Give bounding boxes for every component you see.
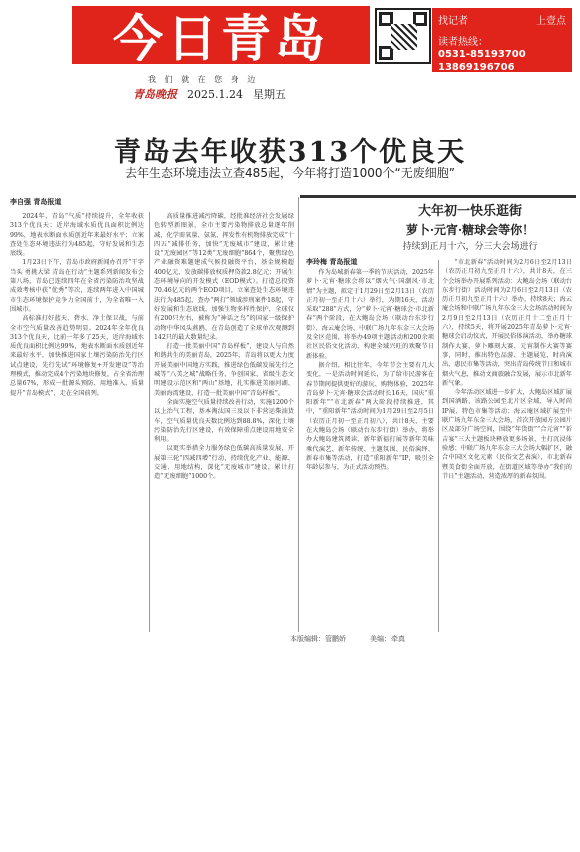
article1-headline: 青岛去年收获313个优良天 <box>113 137 467 168</box>
hotline-find-reporter: 找记者 <box>438 16 468 27</box>
masthead <box>0 0 580 110</box>
column-divider <box>438 260 439 632</box>
reader-hotline-box <box>432 8 572 72</box>
article2-paragraph: 作为岛城新春第一季的节庆活动，2025年萝卜·元宵·糖球会将以“烟火气·国潮风·市北情”为主题，拟定于1月29日至2月13日（农历正月初一至正月十六）举行，为期16天，活动采取“288”方式，分“萝卜·元宵·糖球会·市北新春”两个阶段，在大鲍岛会场（联动台东步行街）、海云庵会场、中联广场九年东金三大会场及全区范围，将举办49项主题活动和200余项社区民俗文化活动，构建全域兴旺的欢聚节日新体验。 <box>306 269 434 360</box>
article1-paragraph: 高标准打好蓝天、碧水、净土保卫战，与前全市空气质量改善趋势明显。2024年全年优良313个优良天，比前一年多了25天，近岸海域水质优良面积比例达99%，地表水断面水质创近年来最好水平，加快推进国家土壤污染防治先行区试点建设，先行先试“环境修复+开发建设”等治理模式，推动完成4个污染地块修复，占全省治理总量67%，形成一批源头预防、用地准入、质量提升“青岛模式”，走在全国前列。 <box>10 315 144 397</box>
article1-paragraph: 打造一批美丽中国“青岛样板”，建设人与自然和谐共生的美丽青岛，2025年，青岛将以更大力度开展美丽中国地方实践，推进绿色低碳发展先行之城等“八美之城”战略任务，争创国家、省级生态文明建设示范区和“两山”基地，扎实推进美丽河湖、美丽海湾建设，打造一批美丽中国“青岛样板”。 <box>154 343 294 397</box>
article2-column-1 <box>306 268 434 632</box>
article1-subhead: 去年生态环境违法立查485起，今年将打造1000个“无废细胞” <box>125 166 455 180</box>
masthead-slogan: 我 们 就 在 您 身 边 <box>148 75 259 84</box>
article1-byline: 李自强 青岛报道 <box>10 198 62 206</box>
article1-paragraph: 高质量推进减污降碳，经批准经济社会发展绿色转型新图景，全市主要污染物排放总量逐年削减，化学需氧量、氨氮、挥发性有机物排放完成“十四五”减排任务，加快“无废城市”建设，累计建设“无废园区”等12类“无废细胞”864个，聚焦绿色产业融资难题建成气候投融资平台，基金规模超400亿元，发放碳排放权质押贷款2.8亿元；开展生态环境导向的开发模式（EOD模式）。打造总投资70.46亿元的两个EOD项目，立案查处生态环境违法行为485起，查办“两打”领域涉刑案件18起，守好发展和生态底线，加强生物多样性保护，全球仅有200只左右，被称为“神话之鸟”的国家一级保护动物中华凤头燕鸥，在青岛创造了全球单次观测到142只的最大数量纪录。 <box>154 213 294 341</box>
article2-headline-1: 大年初一快乐逛街 <box>417 204 522 219</box>
article1-paragraph: 1月23日下午，青岛市政府新闻办召开“干字当头 勇挑大梁 青岛在行动”主题系列新闻发布会第八场，青岛已连续四年在全省污染防治攻坚战成效考核中获“优秀”等次，连续两年进入中国城市生态环境保护竞争力全国前十，为全省唯一入围城市。 <box>10 259 144 313</box>
qr-code-icon <box>375 8 431 64</box>
article2-paragraph: 今年活动区域进一步扩大，大鲍岛区域扩展到国酒路，该路公园至北片区全域，导入时尚IP展、特色市集等活动；海云庵区域扩展至中联广场九年东金三大会场，首次开放园方公园片区及部分广场空间，围绕“年货街”“合元宵”“祈吉宴”三大主题板块释放更多场景，主打沉浸体验感；中联广场九年东金三大会场大幅扩区，融合中国区文化元素（民俗文艺表演），市北新春暨美食街全面开放，在街道区域等举办“我们的节日”主题活动，营造浓厚的新春氛围。 <box>442 389 572 480</box>
hotline-label: 读者热线： <box>438 37 488 48</box>
article1-paragraph: 以更实举措全力服务绿色低碳高质量发展，开展第三轮“四减四增”行动，持续优化产业、能源、交通、用地结构，深化“无废城市”建设，累计打造“无废细胞”1000个。 <box>154 445 294 481</box>
hotline-app: 上壹点 <box>536 16 566 27</box>
paper-brand-logo: 青岛晚报 <box>133 88 177 101</box>
issue-date: 2025.1.24 <box>187 87 243 101</box>
masthead-title: 今日青岛 <box>113 10 329 68</box>
article2-headline-2: 萝卜·元宵·糖球会等你！ <box>405 223 535 237</box>
designer-credit: 美编：牵真 <box>370 635 405 643</box>
article2-column-2 <box>442 258 572 632</box>
article2-header <box>370 203 570 252</box>
hotline-phone-2: 13869196706 <box>438 62 515 73</box>
article2-paragraph: 据介绍，相比往年，今年节会主要有几大变化，一是活动时间延长，为了给市民游客在春节期间提供更好的游玩、购物体验，2025年青岛萝卜·元宵·糖球会活动时长16天，国庆“重阳新年”“市北新春”两大阶段持续推进，其中，“重阳新年”活动时间为1月29日至2月5日（农历正月初一至正月初八），共计8天，主要在大鲍岛会场（联动台东步行街）举办，将举办大鲍岛建筑阅读、新年新福打展等新年美味乘代演艺、新年传统、主题氛围、民俗演绎、新春市集等活动，打造“重阳新年”IP，吸引全年龄层参与，为正式活动预热。 <box>306 361 434 472</box>
article2-paragraph: “市北新春”活动时间为2月6日至2月13日（农历正月初九至正月十六），共计8天，在三个会场举办开展系列活动：大鲍岛会场（联动台东步行街）活动时间为2月6日至2月13日（农历正月初九至正月十六）举办，持续8天；海云庵会场和中联广场九年东金三大会场活动时间为2月9日至2月13日（农历正月十二至正月十六），持续5天，将开展2025年青岛萝卜·元宵·糖球会启动仪式，开展民俗体演活动，举办糖球制作大赛、萝卜雕刻大赛、元宵制作大赛等赛事，同时，推出特色品游、主题展览，时尚演出、惠民市集等活动，突出青岛传统节日和城市烟火气息，推动文商旅融合发展，展示市北新年新气象。 <box>442 259 572 387</box>
article2-top-rule <box>300 195 576 198</box>
hotline-phone-1: 0531-85193700 <box>438 49 526 60</box>
article1-column-2 <box>154 212 294 481</box>
article1-column-1 <box>10 212 144 632</box>
section-divider <box>298 197 299 632</box>
article1-paragraph: 全面实施空气质量持续改善行动，实施1200个以上治气工程，基本淘汰国三及以下非营运柴油货车，空气质量优良天数比例达到88.8%，深化土壤污染防治先行区建设，有效保障重点建设用地安全利用。 <box>154 398 294 444</box>
issue-weekday: 星期五 <box>252 88 286 101</box>
dateline <box>133 86 286 102</box>
article2-byline: 李玲梅 青岛报道 <box>306 258 358 266</box>
article1-paragraph: 2024年，青岛“气质”持续提升，全年收获313个优良天；近岸海域水质优良面积比例达99%，地表水断面水质创近年来最好水平；立案查处生态环境违法行为485起，守好发展和生态底线。 <box>10 213 144 258</box>
editor-credit: 本版编辑：管鹏娇 <box>290 635 346 643</box>
article2-subhead: 持续到正月十六，分三大会场进行 <box>402 242 538 252</box>
masthead-title-block <box>72 6 370 68</box>
column-divider <box>149 212 150 632</box>
